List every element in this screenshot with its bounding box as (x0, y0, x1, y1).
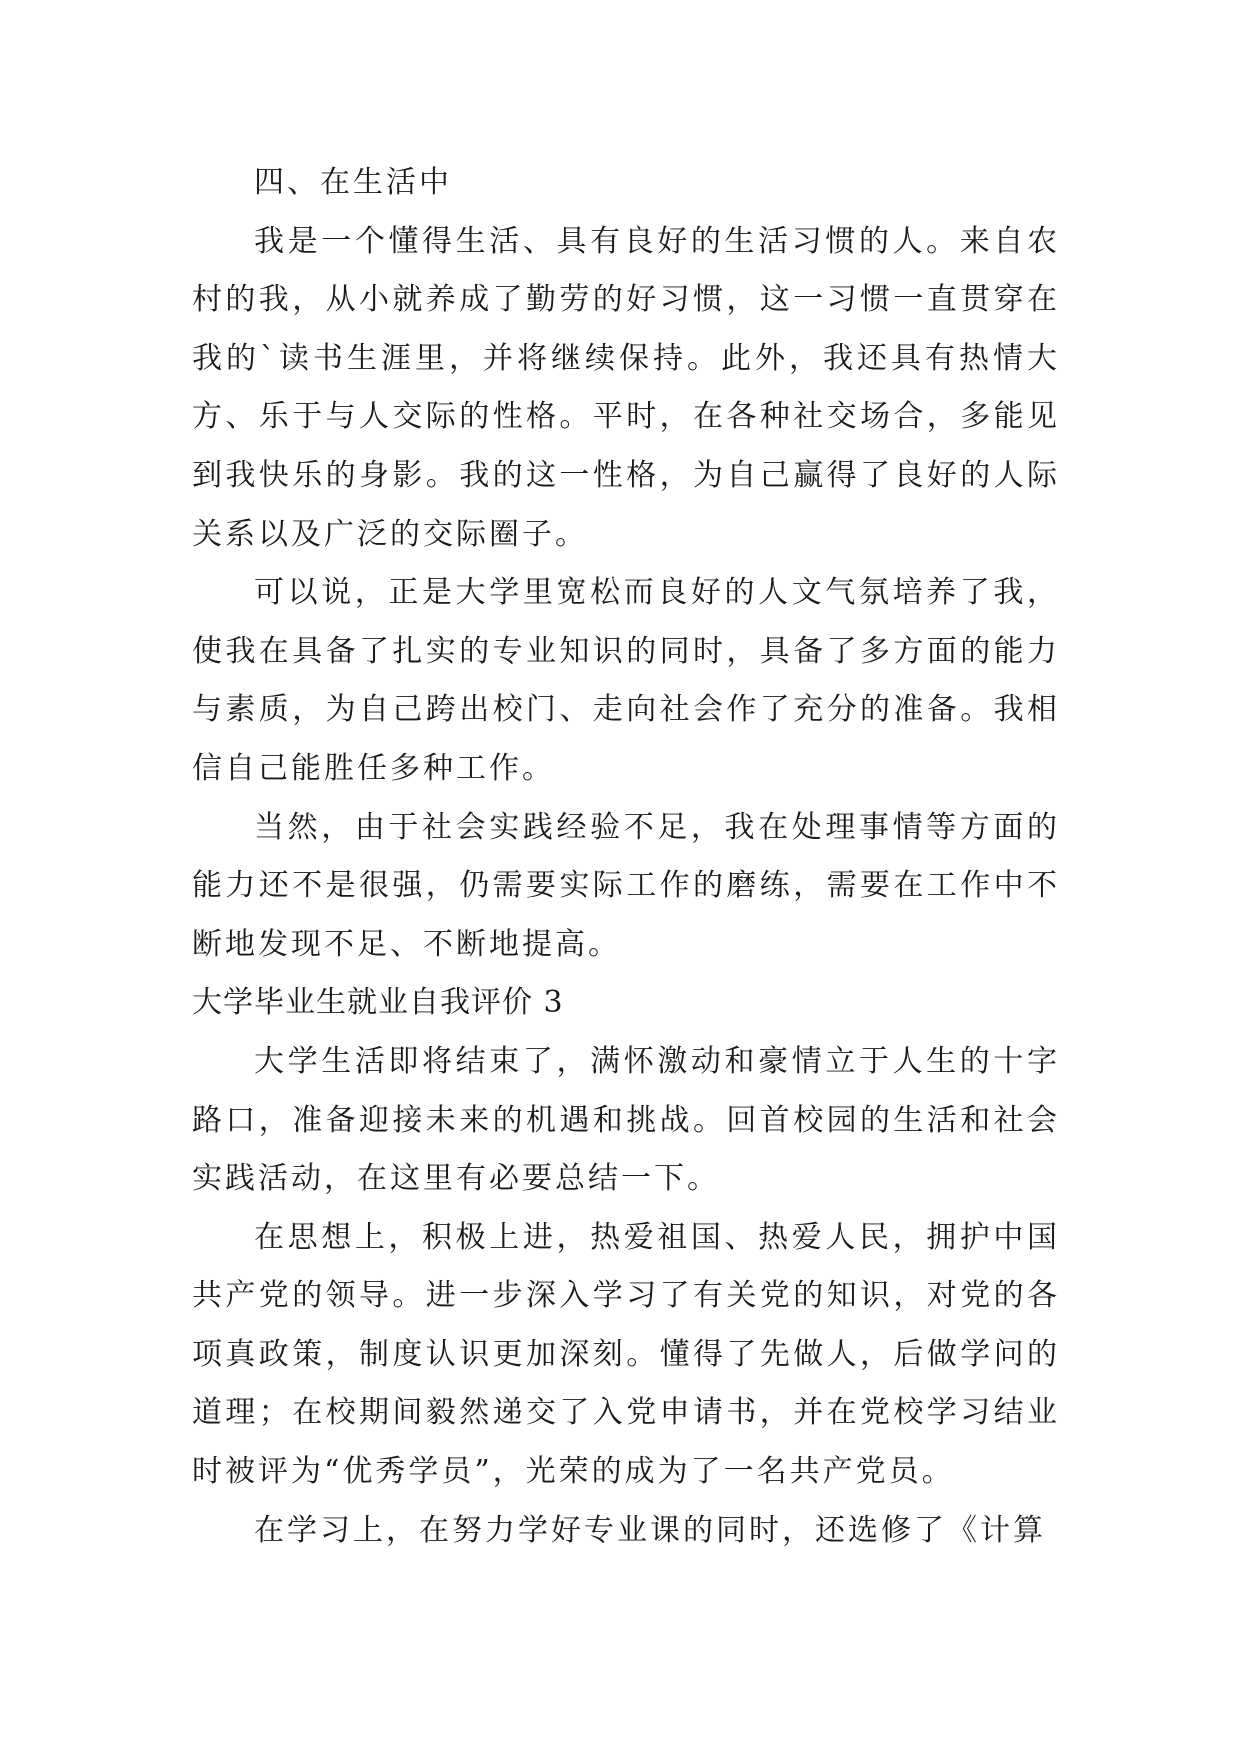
paragraph: 可以说，正是大学里宽松而良好的人文气氛培养了我，使我在具备了扎实的专业知识的同时，具备了多方面的能力与素质，为自己跨出校门、走向社会作了充分的准备。我相信自己能胜任多种工作。 (192, 575, 1060, 786)
paragraph: 我是一个懂得生活、具有良好的生活习惯的人。来自农村的我，从小就养成了勤劳的好习惯，这一习惯一直贯穿在我的`读书生涯里，并将继续保持。此外，我还具有热情大方、乐于与人交际的性格。平时，在各种社交场合，多能见到我快乐的身影。我的这一性格，为自己赢得了良好的人际关系以及广泛的交际圈子。 (192, 223, 1060, 552)
document-body (192, 154, 1060, 1560)
paragraph: 在思想上，积极上进，热爱祖国、热爱人民，拥护中国共产党的领导。进一步深入学习了有关党的知识，对党的各项真政策，制度认识更加深刻。懂得了先做人，后做学问的道理；在校期间毅然递交了入党申请书，并在党校学习结业时被评为“优秀学员”，光荣的成为了一名共产党员。 (192, 1219, 1060, 1490)
article-title: 大学毕业生就业自我评价 3 (192, 985, 564, 1021)
paragraph: 大学生活即将结束了，满怀激动和豪情立于人生的十字路口，准备迎接未来的机遇和挑战。回首校园的生活和社会实践活动，在这里有必要总结一下。 (192, 1043, 1060, 1197)
paragraph: 在学习上，在努力学好专业课的同时，还选修了《计算 (254, 1512, 1046, 1548)
section-heading: 四、在生活中 (254, 165, 452, 200)
paragraph: 当然，由于社会实践经验不足，我在处理事情等方面的能力还不是很强，仍需要实际工作的磨练，需要在工作中不断地发现不足、不断地提高。 (192, 809, 1060, 962)
